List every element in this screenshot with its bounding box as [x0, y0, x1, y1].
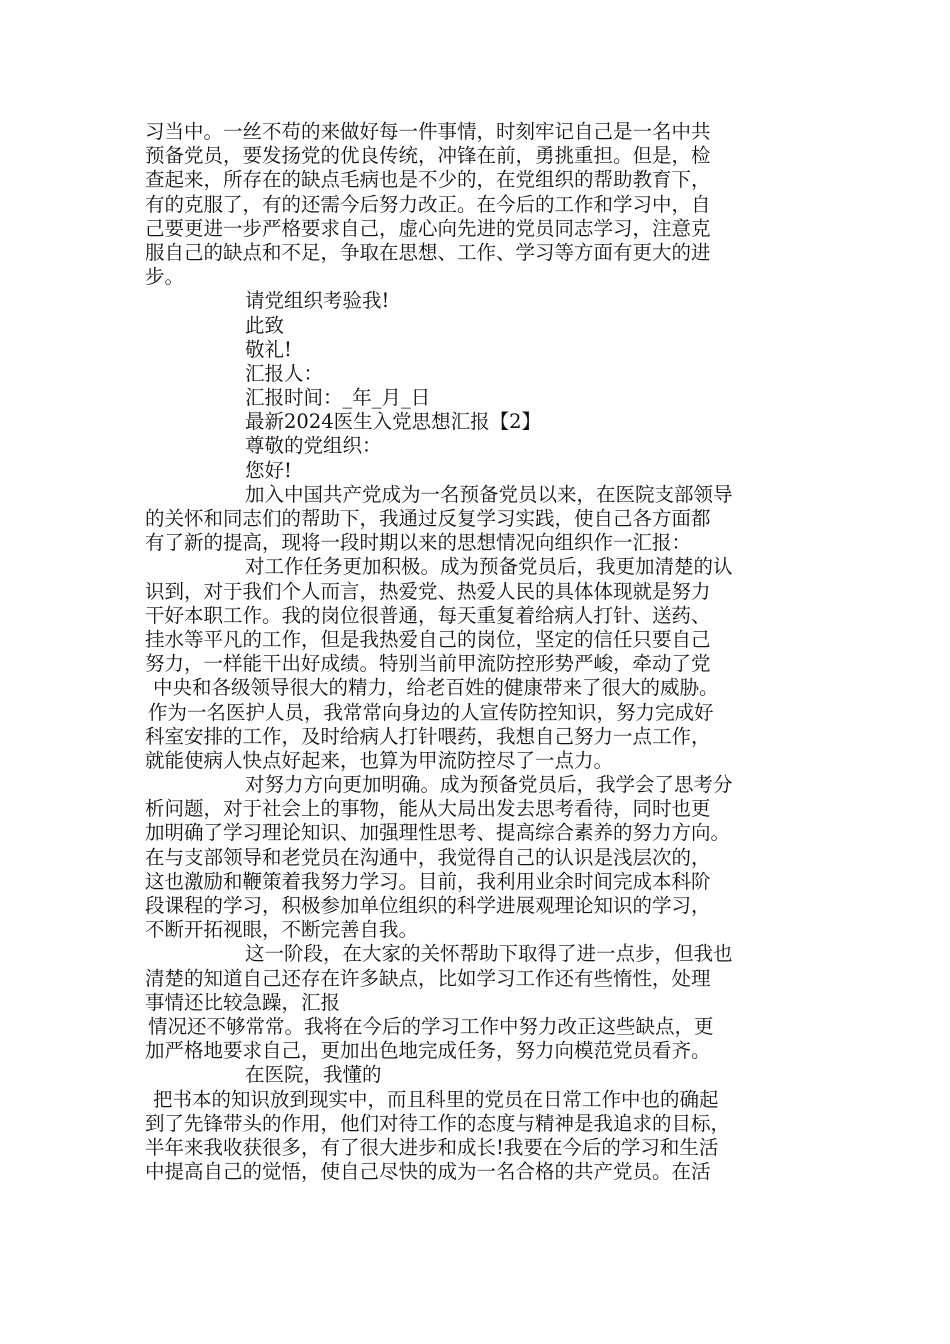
text-line: 努力，一样能干出好成绩。特别当前甲流防控形势严峻，牵动了党	[145, 652, 711, 676]
text-line: 尊敬的党组织：	[245, 434, 382, 458]
text-line: 加明确了学习理论知识、加强理性思考、提高综合素养的努力方向。	[145, 821, 731, 845]
text-line: 对努力方向更加明确。成为预备党员后，我学会了思考分	[245, 773, 733, 797]
text-line: 预备党员，要发扬党的优良传统，冲锋在前，勇挑重担。但是，检	[145, 144, 711, 168]
text-line: 情况还不够常常。我将在今后的学习工作中努力改正这些缺点，更	[148, 1014, 714, 1038]
text-line: 半年来我收获很多，有了很大进步和成长!我要在今后的学习和生活	[145, 1135, 719, 1159]
text-line: 这也激励和鞭策着我努力学习。目前，我利用业余时间完成本科阶	[145, 869, 711, 893]
text-line: 最新2024医生入党思想汇报【2】	[245, 410, 542, 434]
text-line: 汇报时间：_年_月_日	[245, 386, 431, 410]
text-line: 有了新的提高，现将一段时期以来的思想情况向组织作一汇报：	[145, 531, 692, 555]
text-line: 习当中。一丝不苟的来做好每一件事情，时刻牢记自己是一名中共	[145, 120, 711, 143]
text-line: 中央和各级领导很大的精力，给老百姓的健康带来了很大的威胁。	[153, 676, 719, 700]
text-line: 敬礼!	[245, 337, 292, 361]
text-line: 步。	[145, 265, 185, 289]
text-line: 在医院，我懂的	[245, 1063, 382, 1087]
text-line: 有的克服了，有的还需今后努力改正。在今后的工作和学习中，自	[145, 192, 711, 216]
text-line: 汇报人：	[245, 361, 324, 385]
text-line: 加严格地要求自己，更加出色地完成任务，努力向模范党员看齐。	[145, 1039, 711, 1063]
text-line: 不断开拓视眼，不断完善自我。	[145, 918, 419, 942]
text-line: 此致	[245, 313, 285, 337]
text-line: 己要更进一步严格要求自己，虚心向先进的党员同志学习，注意克	[145, 216, 711, 240]
text-line: 段课程的学习，积极参加单位组织的科学进展观理论知识的学习，	[145, 894, 711, 917]
text-line: 事情还比较急躁，汇报	[145, 990, 341, 1014]
text-line: 请党组织考验我!	[245, 289, 390, 313]
text-line: 在与支部领导和老党员在沟通中，我觉得自己的认识是浅层次的，	[145, 845, 711, 869]
text-line: 把书本的知识放到现实中，而且科里的党员在日常工作中也的确起	[153, 1087, 719, 1111]
text-line: 就能使病人快点好起来，也算为甲流防控尽了一点力。	[145, 748, 614, 772]
text-line: 科室安排的工作，及时给病人打针喂药，我想自己努力一点工作，	[145, 724, 711, 748]
text-line: 这一阶段，在大家的关怀帮助下取得了进一点步，但我也	[245, 942, 733, 966]
document-page	[145, 120, 820, 1184]
text-line: 析问题，对于社会上的事物，能从大局出发去思考看待，同时也更	[145, 797, 711, 821]
text-line: 加入中国共产党成为一名预备党员以来，在医院支部领导	[245, 482, 733, 506]
text-line: 干好本职工作。我的岗位很普通，每天重复着给病人打针、送药、	[145, 603, 711, 627]
text-line: 对工作任务更加积极。成为预备党员后，我更加清楚的认	[245, 555, 733, 579]
text-line: 服自己的缺点和不足，争取在思想、工作、学习等方面有更大的进	[145, 240, 711, 264]
text-line: 您好!	[245, 458, 292, 482]
text-line: 识到，对于我们个人而言，热爱党、热爱人民的具体体现就是努力	[145, 579, 711, 603]
text-line: 中提高自己的觉悟，使自己尽快的成为一名合格的共产党员。在活	[145, 1160, 711, 1184]
text-line: 到了先锋带头的作用，他们对待工作的态度与精神是我追求的目标，	[145, 1111, 731, 1135]
text-line: 挂水等平凡的工作，但是我热爱自己的岗位，坚定的信任只要自己	[145, 627, 711, 651]
text-line: 作为一名医护人员，我常常向身边的人宣传防控知识，努力完成好	[148, 700, 714, 724]
text-line: 的关怀和同志们的帮助下，我通过反复学习实践，使自己各方面都	[145, 507, 711, 530]
text-line: 清楚的知道自己还存在许多缺点，比如学习工作还有些惰性，处理	[145, 966, 711, 990]
text-line: 查起来，所存在的缺点毛病也是不少的，在党组织的帮助教育下，	[145, 168, 711, 192]
